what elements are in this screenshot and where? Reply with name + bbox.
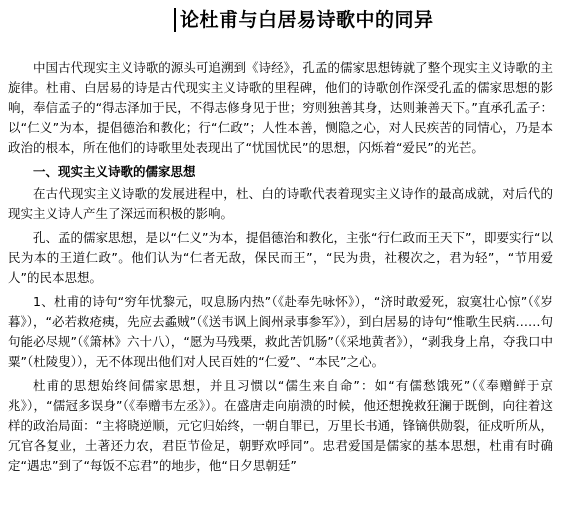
paragraph: 孔、孟的儒家思想，是以“仁义”为本，提倡德治和教化，主张“行仁政而王天下”，即要实行“以民为本的王道仁政”。他们认为“仁者无敌，保民而王”，“民为贵，社稷次之，君为轻”，“节用爱人”的民本思想。 xyxy=(8,230,553,285)
document-body xyxy=(8,58,553,476)
paragraph: 在古代现实主义诗歌的发展进程中，杜、白的诗歌代表着现实主义诗作的最高成就，对后代的现实主义诗人产生了深远而积极的影响。 xyxy=(8,186,553,221)
paragraph: 杜甫的思想始终间儒家思想，并且习惯以“儒生来自命”：如“有儒愁饿死”（《奉赠鲜于京兆》），“儒冠多误身”（《奉赠韦左丞》）。在盛唐走向崩溃的时候，他还想挽救狂澜于既倒，向往着这样的政治局面：“主将晓逆顺，元它归始终，一朝自罪已，万里长书通，锋镝供勋裂，征戍听所从，冗官各复业，土著还力农，君臣节俭足，朝野欢呼同”。忠君爱国是儒家的基本思想，杜甫有时确定“遇忠”到了“每饭不忘君”的地步，他“日夕思朝廷” xyxy=(8,378,553,473)
document-title: 论杜甫与白居易诗歌中的同异 xyxy=(180,9,434,31)
section-heading: 一、现实主义诗歌的儒家思想 xyxy=(33,164,196,179)
text-cursor xyxy=(174,8,176,32)
paragraph-intro: 中国古代现实主义诗歌的源头可追溯到《诗经》，孔孟的儒家思想铸就了整个现实主义诗歌的主旋律。杜甫、白居易的诗是古代现实主义诗歌的里程碑，他们的诗歌创作深受孔孟的儒家思想的影响，奉信孟子的“得志泽加于民，不得志修身见于世；穷则独善其身，达则兼善天下。”直承孔孟子：以“仁义”为本，提倡德治和教化；行“仁政”；人性本善，恻隐之心，对人民疾苦的同情心，乃是本政治的根本，所在他们的诗歌里处表现出了“忧国忧民”的思想，闪烁着“爱民”的光芒。 xyxy=(8,60,553,155)
title-row xyxy=(8,6,553,34)
paragraph: 1、杜甫的诗句“穷年忧黎元，叹息肠内热”（《赴奉先咏怀》），“济时敢爱死，寂寞壮心惊”（《岁暮》），“必若救疮痍，先应去蟊贼”（《送韦讽上阆州录事参军》），到白居易的诗句“惟歌生民病……句句能必尽规”（《箫林》六十八），“愿为马残栗，救此苦饥肠”（《采地黄者》），“剥我身上帛，夺我口中粟”（杜陵叟）），无不体现出他们对人民百姓的“仁爱”、“本民”之心。 xyxy=(8,294,553,369)
